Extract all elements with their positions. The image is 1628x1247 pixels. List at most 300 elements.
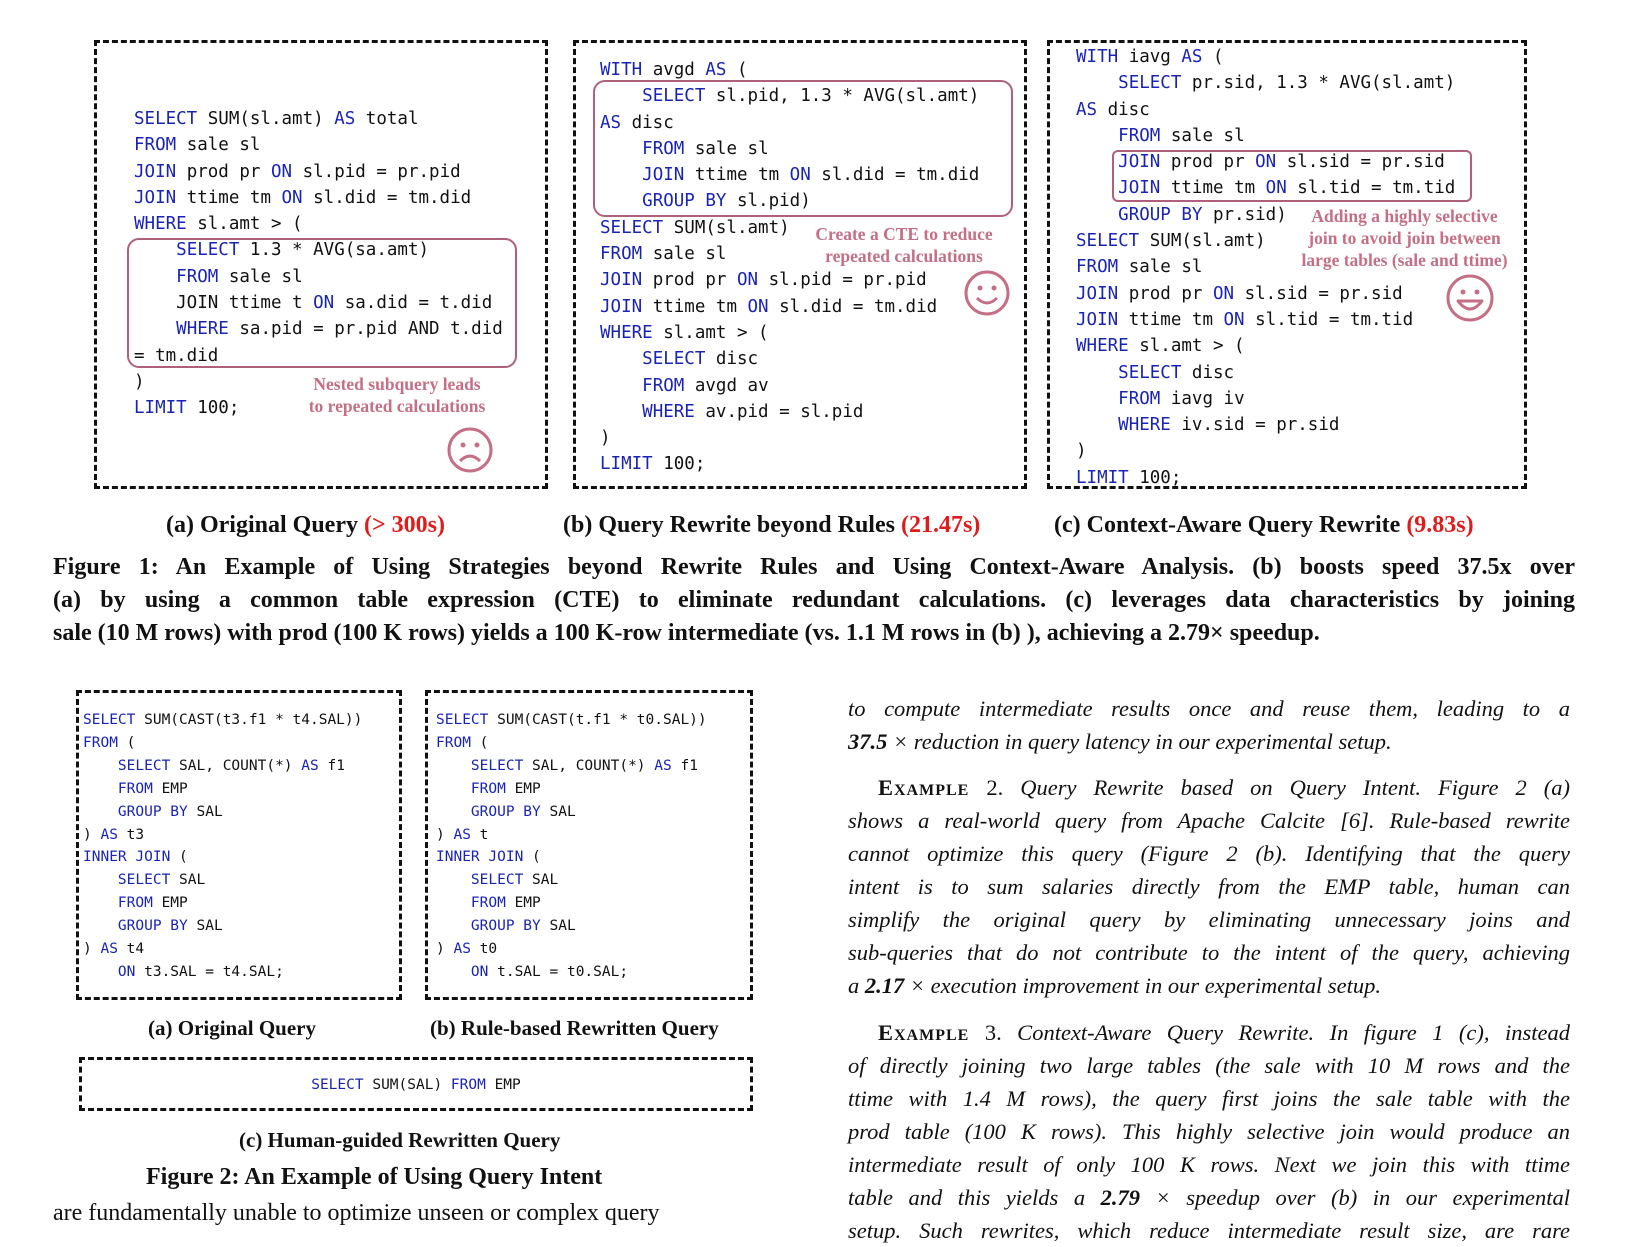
code-line [83,804,223,820]
code-text: SAL, COUNT(*) [170,757,302,774]
figure-1-caption: Figure 1: An Example of Using Strategies beyond Rewrite Rules and Using Context-Aware Analysis. (b) boosts speed 37.5x over (a) by using a common table expression (CTE) to eliminate redundant calculations. (c) leverages data characteristics by joining sale (10 M rows) with prod (100 K rows) yields a 100 K-row intermediate (vs. 1.1 M rows in (b) ), achieving a 2.79× speedup. [53,554,1575,646]
code-text: prod pr [1160,152,1256,173]
text-run: intent is to sum salaries directly from the EMP table, human can [848,874,1570,899]
text-run: Context-Aware Query Rewrite. In figure 1 (c), instead [1001,1020,1570,1045]
code-line [436,918,576,934]
code-text: disc [1097,99,1150,120]
sql-keyword: SELECT [1118,73,1182,94]
code-text: t3.SAL = t4.SAL; [135,963,284,980]
code-text [600,376,642,396]
sql-keyword: AS [301,757,319,774]
code-line [83,849,188,865]
code-line [600,218,790,238]
code-text: pr.sid) [1202,204,1287,225]
sql-keyword: SELECT [600,217,664,238]
sql-keyword: AS [334,109,356,129]
sql-keyword: JOIN [600,296,643,317]
sql-keyword: GROUP BY [642,191,727,212]
sql-keyword: FROM [1076,257,1119,278]
sql-keyword: WHERE [600,322,653,343]
code-text: ) [83,826,101,843]
sql-keyword: SELECT [134,109,198,129]
smile-face-icon [963,269,1011,317]
code-text [436,895,471,911]
code-text: ) [600,428,611,449]
code-line [83,918,223,934]
sql-keyword: SELECT [1118,362,1182,383]
sql-keyword: ON [470,963,489,980]
code-line [1076,100,1150,120]
code-text: EMP [485,1077,521,1093]
code-text [1076,205,1118,225]
code-line [83,781,188,797]
sql-keyword: LIMIT [1076,467,1129,488]
code-text: sl.did = tm.did [302,187,472,208]
code-line [600,323,769,343]
code-text: t0 [470,941,498,958]
fig1-a-note: Nested subquery leads to repeated calculations [308,374,486,416]
code-text: ( [726,60,748,80]
code-text: sl.amt > ( [652,322,769,343]
code-text [1076,415,1118,435]
code-text: SAL [540,918,576,935]
sql-keyword: FROM [117,895,153,912]
code-line [436,895,541,911]
code-text: EMP [505,780,541,797]
code-text: ( [523,849,541,866]
text-run: ttime with 1.4 M rows), the query first joins the sale table with the [848,1086,1570,1111]
code-text: disc [1181,362,1235,383]
fig1-caption-b: (b) Query Rewrite beyond Rules (21.47s) [563,512,981,538]
code-text: EMP [152,895,188,912]
sql-keyword: JOIN [1118,178,1161,199]
sql-keyword: FROM [642,375,685,396]
code-text: prod pr [1118,283,1213,304]
code-text: sl.amt > ( [186,214,303,235]
code-line [600,349,758,369]
sql-keyword: FROM [470,895,506,912]
fig2-caption-b: (b) Rule-based Rewritten Query [430,1016,719,1040]
sql-keyword: FROM [176,266,219,287]
sql-keyword: SELECT [117,757,171,774]
code-text [83,964,118,980]
code-text: SAL [170,872,206,889]
sql-keyword: AS [1181,47,1203,67]
text-run: cannot optimize this query (Figure 2 (b). Identifying that the query [848,841,1570,866]
code-line [600,454,705,474]
code-text: ( [170,849,188,866]
code-text: total [355,109,419,129]
code-line [134,188,471,208]
bold-number: 2.79 [1100,1185,1140,1210]
code-line [1076,284,1403,304]
code-text [1076,389,1118,409]
code-text: sale sl [218,266,303,287]
code-text: sa.did = t.did [334,293,493,314]
code-text: SUM(SAL) [363,1077,451,1093]
code-text: prod pr [642,270,737,291]
code-line [600,244,726,264]
code-text: ttime tm [642,296,748,317]
code-text: SUM(sl.amt) [1139,231,1266,252]
fig1-panel-c [1047,40,1527,489]
code-line [436,941,497,957]
code-line [1076,363,1234,383]
code-text: = tm.did [134,345,219,366]
text-run: of directly joining two large tables (the sale with 10 M rows and the [848,1053,1570,1078]
fig1-caption-c: (c) Context-Aware Query Rewrite (9.83s) [1054,512,1474,538]
code-text: 100; [186,398,240,419]
code-text: EMP [505,895,541,912]
paragraph-1 [848,692,1570,758]
code-text: sl.pid = pr.pid [292,161,461,182]
para1-line [848,692,1570,725]
code-line [83,712,362,728]
code-text: avgd [642,60,706,80]
example-2-first-line: Example 2. Query Rewrite based on Query Intent. Figure 2 (a) [878,775,1571,800]
code-text: sl.tid = tm.tid [1244,309,1414,330]
text-run: setup. Such rewrites, which reduce intermediate result size, are rare [848,1218,1570,1243]
sql-keyword: INNER JOIN [83,849,171,866]
code-text [83,872,118,888]
fig2-panel-c [79,1057,753,1111]
sql-keyword: FROM [642,138,685,159]
text-run: shows a real-world query from Apache Calcite [6]. Rule-based rewrite [848,808,1570,833]
text-run: a [848,973,865,998]
sql-keyword: SELECT [470,872,524,889]
code-line [134,372,145,392]
code-text: iavg [1118,47,1182,67]
code-line [83,964,284,980]
fig1-a-highlight-box [127,238,517,368]
code-text [83,758,118,774]
text-run: prod table (100 K rows). This highly selective join would produce an [848,1119,1570,1144]
code-line [83,758,345,774]
fig2-caption-c: (c) Human-guided Rewritten Query [239,1128,561,1152]
code-line [1076,389,1245,409]
sql-keyword: JOIN [1076,309,1119,330]
sql-keyword: LIMIT [600,454,653,475]
para1-line [848,725,1570,758]
bold-number: 37.5 [848,729,888,754]
code-text [436,872,471,888]
sql-keyword: AS [453,941,471,958]
sql-keyword: JOIN [642,165,685,186]
text-run: intermediate result of only 100 K rows. Next we join this with ttime [848,1152,1570,1177]
code-text [1076,363,1118,383]
sql-keyword: AS [705,60,727,80]
sql-keyword: INNER JOIN [436,849,524,866]
code-text: t4 [117,941,145,958]
sql-keyword: AS [654,757,672,774]
code-text [83,781,118,797]
code-line [436,804,576,820]
sql-keyword: ON [1265,178,1287,199]
code-text: prod pr [176,161,271,182]
fig1-c-highlight-box [1112,150,1472,202]
code-line [83,827,144,843]
code-text: ) [134,371,145,392]
sql-keyword: WHERE [176,319,229,340]
sql-keyword: WHERE [1118,415,1171,436]
code-text: ttime tm [176,187,282,208]
code-text: ) [436,826,454,843]
code-line [1076,47,1224,67]
sql-keyword: AS [1076,99,1098,120]
code-text [436,804,471,820]
code-text: sale sl [684,138,769,159]
sql-keyword: FROM [450,1077,486,1093]
example-2-label: Example [878,775,970,800]
code-text: SAL, COUNT(*) [523,757,655,774]
code-text: av.pid = sl.pid [694,401,864,422]
code-line [1076,205,1287,225]
sql-keyword: GROUP BY [117,918,188,935]
code-text: sl.did = tm.did [810,165,980,186]
code-line [134,162,461,182]
code-line [1076,441,1087,461]
text-run: table and this yields a [848,1185,1101,1210]
sql-keyword: ON [313,293,335,314]
code-text: SAL [187,918,223,935]
text-run: × speedup over (b) in our experimental [1139,1185,1570,1210]
code-text: SUM(sl.amt) [197,109,335,129]
sql-keyword: WHERE [642,401,695,422]
code-text: ( [117,734,136,751]
example-3-first-line: Example 3. Context-Aware Query Rewrite. In figure 1 (c), instead [878,1020,1570,1045]
code-text: sl.pid, 1.3 * AVG(sl.amt) [705,86,980,107]
code-text: disc [705,349,759,370]
code-line [83,872,205,888]
sql-keyword: JOIN [1076,283,1119,304]
code-text: ) [436,941,454,958]
sql-keyword: JOIN [1118,152,1161,173]
code-line [83,895,188,911]
code-line [134,135,260,155]
body-text-cut-line: are fundamentally unable to optimize unseen or complex query [53,1200,660,1226]
code-text: EMP [152,780,188,797]
code-text: f1 [671,757,698,774]
code-text: pr.sid, 1.3 * AVG(sl.amt) [1181,73,1456,94]
code-text: sl.sid = pr.sid [1234,283,1403,304]
code-line [600,60,748,80]
code-text [83,918,118,934]
sql-keyword: SELECT [311,1077,364,1093]
code-text: iavg iv [1160,388,1245,409]
code-text: ttime tm [684,165,790,186]
fig1-b-highlight-box [593,80,1013,217]
code-text: sl.tid = tm.tid [1286,178,1456,199]
code-text: sl.did = tm.did [768,296,938,317]
sql-keyword: ON [281,187,303,208]
code-line [436,872,558,888]
sql-keyword: ON [1212,283,1235,304]
sql-keyword: ON [270,161,293,182]
code-text: 100; [1128,467,1182,488]
code-text: ) [83,941,101,958]
code-text: t3 [117,826,145,843]
code-line [1076,415,1339,435]
code-text: sl.amt > ( [1128,336,1245,357]
sql-keyword: ON [747,296,769,317]
code-line [436,849,541,865]
code-line [1076,126,1245,146]
code-text [436,758,471,774]
code-text: 1.3 * AVG(sa.amt) [239,240,430,261]
fig2-panel-b [425,690,753,1000]
code-line [600,428,611,448]
code-line [600,376,769,396]
sql-keyword: JOIN [134,187,177,208]
figure-2-caption: Figure 2: An Example of Using Query Intent [146,1164,603,1190]
text-run: Query Rewrite based on Query Intent. Figure 2 (a) [1003,775,1571,800]
fig1-c-note: Adding a highly selective join to avoid join between large tables (sale and ttime) [1301,206,1508,270]
fig1-panel-a [94,40,548,489]
sql-keyword: FROM [117,780,153,797]
sql-keyword: WITH [1076,47,1119,67]
code-line [600,270,927,290]
code-text: sale sl [1160,125,1245,146]
code-text [600,402,642,422]
fig2-caption-a: (a) Original Query [148,1016,316,1040]
code-text: SUM(sl.amt) [663,217,790,238]
code-text: SAL [523,872,559,889]
sql-keyword: GROUP BY [470,918,541,935]
sql-keyword: FROM [134,135,177,156]
sql-keyword: FROM [436,734,471,751]
code-text [436,781,471,797]
code-text: sl.pid) [726,191,811,212]
example-2-paragraph [848,771,1570,1002]
code-line [436,758,698,774]
code-line [600,402,863,422]
code-line [134,398,239,418]
sql-keyword: FROM [600,244,643,265]
code-text: ) [1076,441,1087,462]
sql-keyword: AS [100,941,118,958]
code-line [1076,468,1181,488]
code-line [1076,231,1266,251]
code-text [436,964,471,980]
code-text: SAL [540,803,576,820]
sql-keyword: SELECT [470,757,524,774]
sql-keyword: ON [789,165,811,186]
code-text: avgd av [684,375,769,396]
text-run: × reduction in query latency in our experimental setup. [887,729,1392,754]
code-text: sale sl [642,244,727,265]
fig2-b-code [436,709,707,984]
code-text: ( [470,734,489,751]
code-line [436,735,488,751]
sql-keyword: ON [117,963,136,980]
sql-keyword: SELECT [176,240,240,261]
fig1-panel-b [573,40,1027,489]
example-3-paragraph [848,1016,1570,1247]
code-text: SAL [187,803,223,820]
code-text: 100; [652,454,706,475]
sql-keyword: WHERE [134,214,187,235]
code-line [600,297,937,317]
grin-face-icon [1445,273,1495,323]
sql-keyword: SELECT [83,712,136,728]
code-text [600,349,642,369]
sql-keyword: SELECT [1076,231,1140,252]
code-text: t [470,826,489,843]
fig2-panel-a [76,690,402,1000]
sql-keyword: SELECT [436,712,489,728]
code-text: SUM(CAST(t3.f1 * t4.SAL)) [135,712,363,728]
sql-keyword: GROUP BY [117,803,188,820]
sql-keyword: AS [600,112,622,133]
code-text: sl.sid = pr.sid [1276,152,1445,173]
code-text: ( [1202,47,1224,67]
code-text: f1 [318,757,345,774]
code-text: sale sl [1118,257,1203,278]
example-3-label: Example [878,1020,970,1045]
code-text: ttime tm [1160,178,1266,199]
code-text: disc [621,112,674,133]
sql-keyword: GROUP BY [1118,204,1203,225]
sql-keyword: SELECT [642,349,706,370]
fig1-b-note: Create a CTE to reduce repeated calculations [815,224,993,266]
code-text: iv.sid = pr.sid [1170,415,1340,436]
code-line [1076,257,1202,277]
text-run: simplify the original query by eliminating unnecessary joins and [848,907,1570,932]
code-line [83,735,135,751]
sql-keyword: JOIN [134,161,177,182]
code-line [311,1077,521,1093]
code-line [134,214,303,234]
code-line [1076,310,1413,330]
code-line [1076,73,1455,93]
sql-keyword: FROM [1118,388,1161,409]
sql-keyword: JOIN [600,270,643,291]
sql-keyword: WITH [600,60,643,80]
sql-keyword: FROM [1118,125,1161,146]
code-text: sa.pid = pr.pid AND t.did [228,319,503,340]
fig2-c-code [82,1074,750,1097]
fig2-a-code [83,709,362,984]
code-line [1076,336,1245,356]
code-text [436,918,471,934]
sql-keyword: AS [453,826,471,843]
sql-keyword: WHERE [1076,336,1129,357]
code-text [83,895,118,911]
text-run: sub-queries that do not contribute to the intent of the query, achieving [848,940,1570,965]
code-text: sale sl [176,135,261,156]
code-text: sl.pid = pr.pid [758,270,927,291]
code-text [1076,126,1118,146]
sad-face-icon [446,426,494,474]
sql-keyword: LIMIT [134,398,187,419]
sql-keyword: SELECT [642,86,706,107]
sql-keyword: ON [736,270,759,291]
sql-keyword: ON [1255,152,1277,173]
sql-keyword: GROUP BY [470,803,541,820]
sql-keyword: ON [1223,309,1245,330]
code-line [436,964,628,980]
sql-keyword: SELECT [117,872,171,889]
sql-keyword: FROM [83,734,118,751]
fig1-caption-a: (a) Original Query (> 300s) [166,512,445,538]
code-line [436,827,488,843]
code-line [436,781,541,797]
text-run: to compute intermediate results once and reuse them, leading to a [848,696,1570,721]
bold-number: 2.17 [864,973,905,998]
code-text [1076,73,1118,93]
text-run: × execution improvement in our experimental setup. [904,973,1381,998]
code-text: SUM(CAST(t.f1 * t0.SAL)) [488,712,707,728]
